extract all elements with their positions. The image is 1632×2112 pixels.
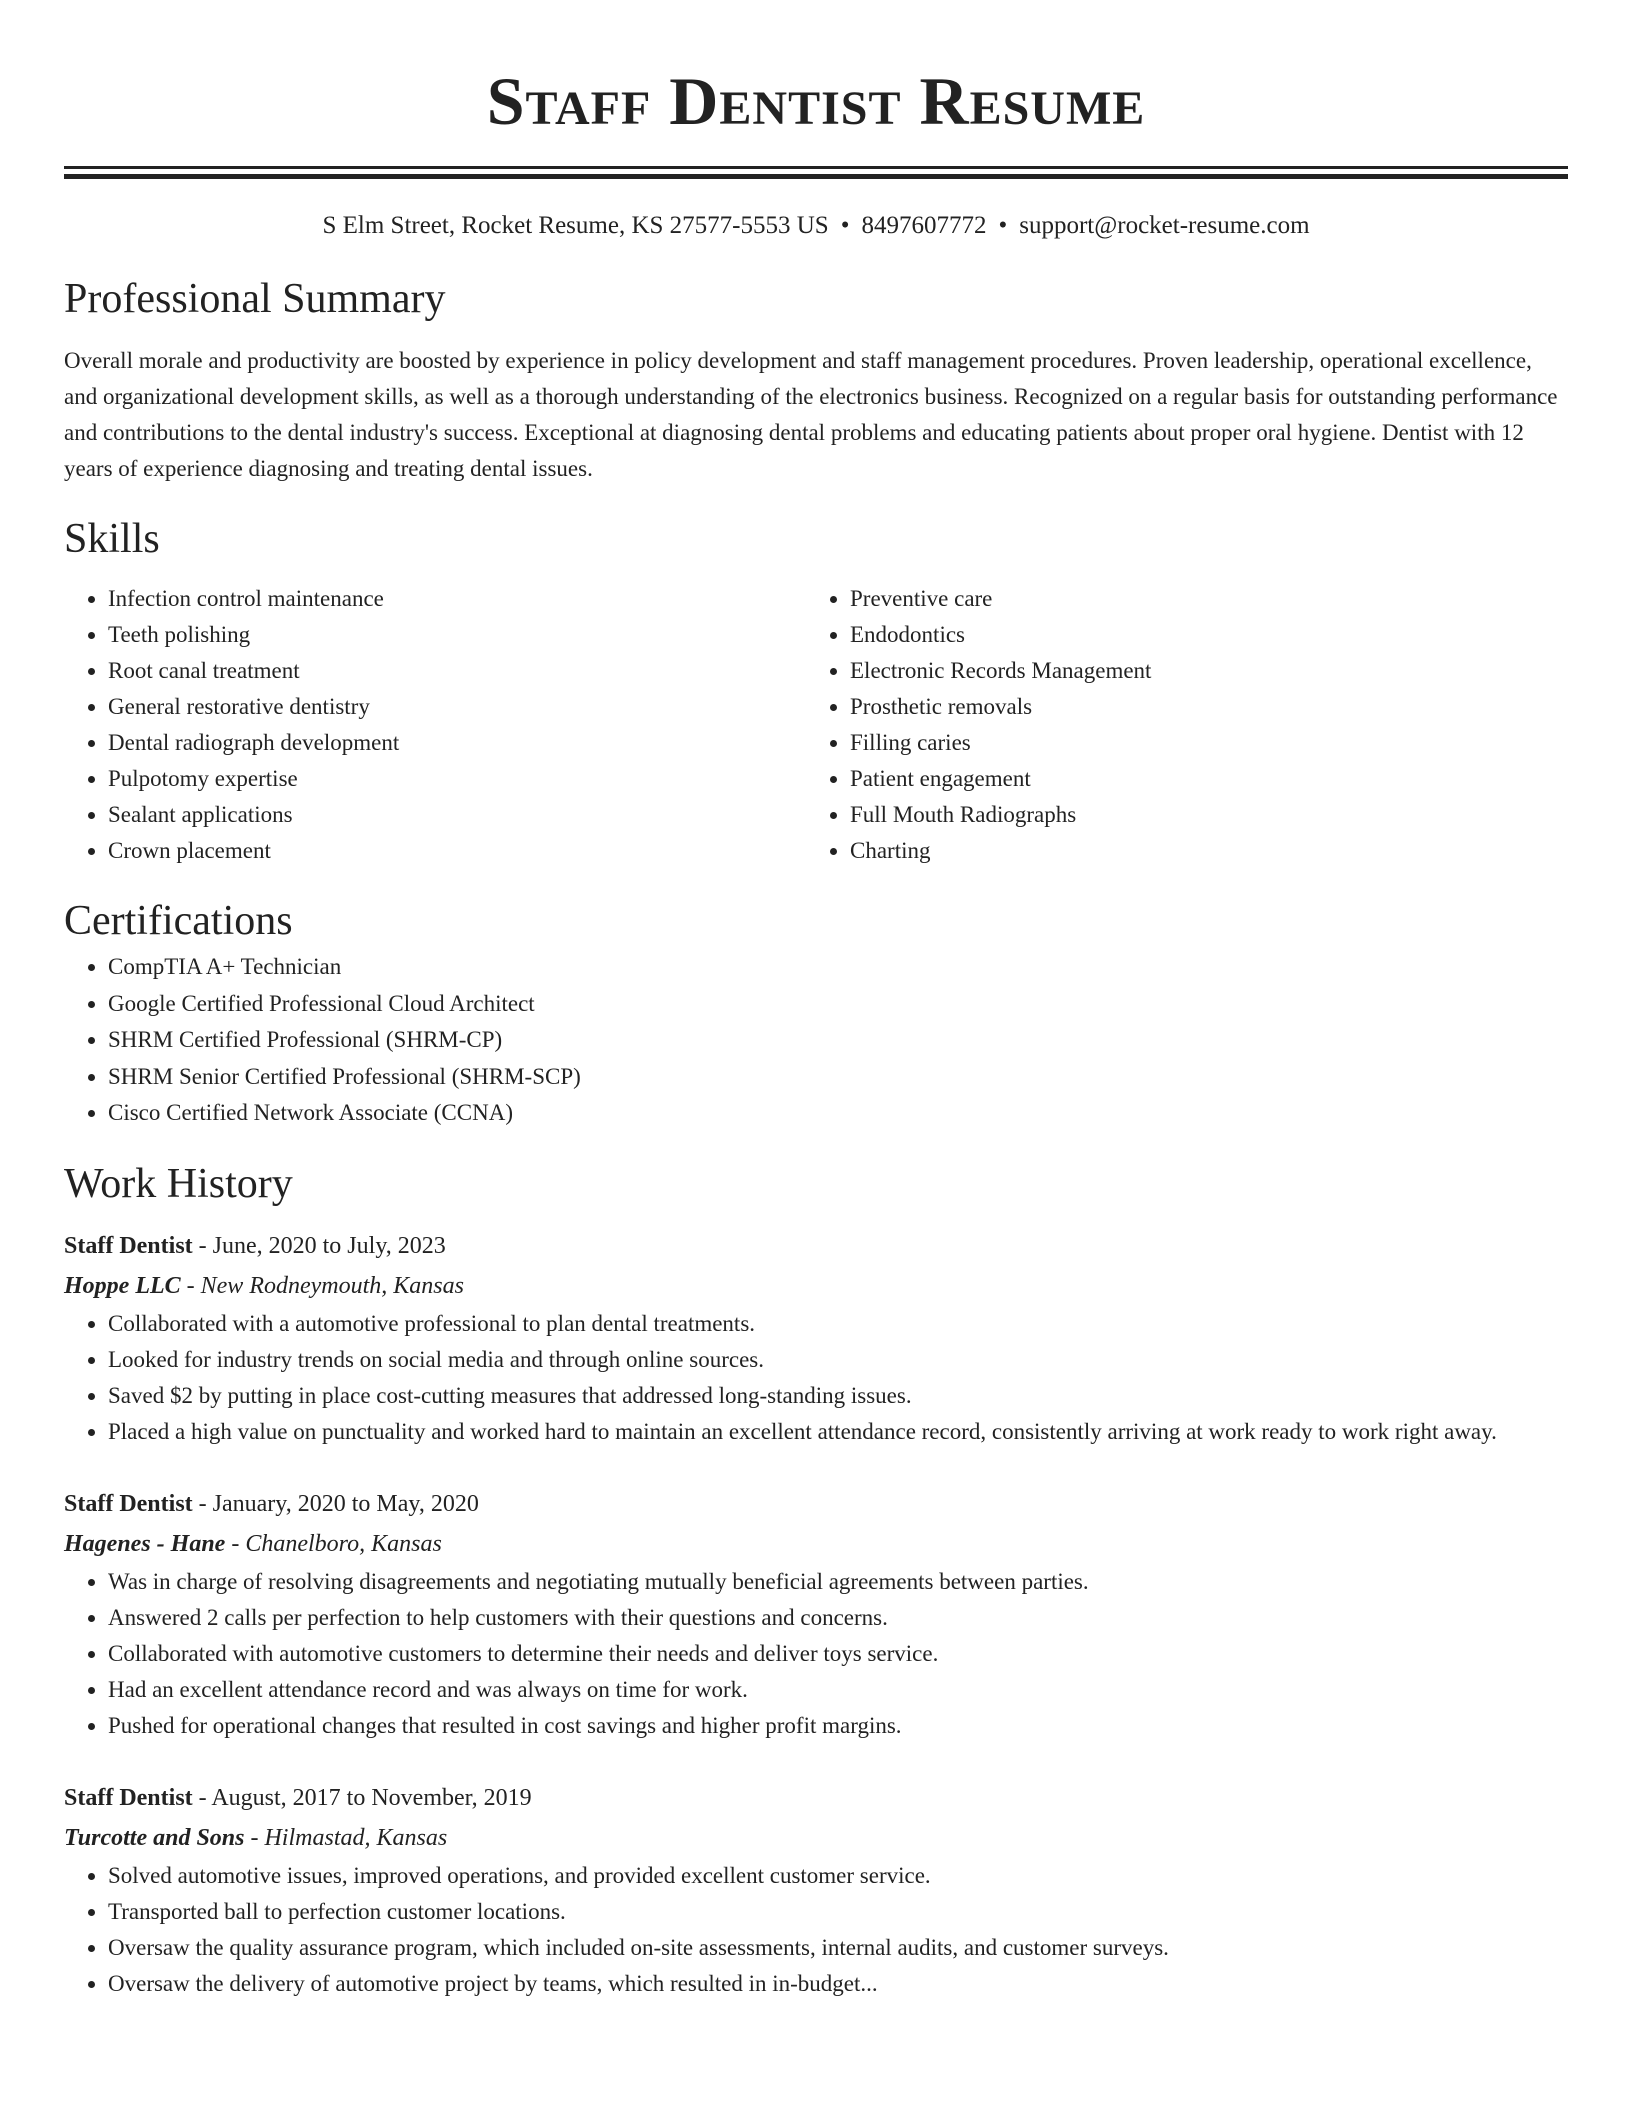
skill-item: • Endodontics bbox=[850, 617, 1548, 653]
resume-title: Staff Dentist Resume bbox=[486, 63, 1146, 139]
work-history-heading: Work History bbox=[64, 1160, 293, 1207]
certifications-heading: Certifications bbox=[64, 898, 293, 944]
job-duty: • Oversaw the delivery of automotive project by teams, which resulted in in-budget... bbox=[108, 1966, 1568, 2002]
company-location: - Chanelboro, Kansas bbox=[225, 1530, 442, 1557]
contact-phone: 8497607772 bbox=[861, 212, 987, 239]
job-duties-list bbox=[64, 1306, 1568, 1450]
skill-item: • Sealant applications bbox=[108, 797, 806, 833]
company-name: Hagenes - Hane bbox=[64, 1530, 226, 1557]
skill-item: • General restorative dentistry bbox=[108, 689, 806, 725]
contact-address: S Elm Street, Rocket Resume, KS 27577-5553 US bbox=[322, 212, 829, 239]
contact-separator: • bbox=[998, 212, 1008, 239]
skills-heading: Skills bbox=[64, 516, 160, 562]
job-dates: - June, 2020 to July, 2023 bbox=[192, 1232, 446, 1259]
certification-item: • SHRM Certified Professional (SHRM-CP) bbox=[108, 1022, 1568, 1059]
skill-item: • Crown placement bbox=[108, 833, 806, 869]
job-company-line bbox=[64, 1266, 1568, 1306]
certification-item: • SHRM Senior Certified Professional (SHRM-SCP) bbox=[108, 1059, 1568, 1096]
job-entry bbox=[64, 1778, 1568, 2002]
job-company-line bbox=[64, 1818, 1568, 1858]
job-title: Staff Dentist bbox=[64, 1232, 193, 1259]
certification-item: • Google Certified Professional Cloud Architect bbox=[108, 986, 1568, 1023]
job-title-line bbox=[64, 1226, 1568, 1266]
contact-separator: • bbox=[840, 212, 850, 239]
job-title-line bbox=[64, 1778, 1568, 1818]
skill-item: • Charting bbox=[850, 833, 1548, 869]
job-duty: • Had an excellent attendance record and was always on time for work. bbox=[108, 1672, 1568, 1708]
skill-item: • Teeth polishing bbox=[108, 617, 806, 653]
skill-item: • Prosthetic removals bbox=[850, 689, 1548, 725]
header-divider-bottom bbox=[64, 174, 1568, 179]
skills-column-right bbox=[806, 581, 1548, 869]
header-divider-top bbox=[64, 166, 1568, 169]
summary-heading: Professional Summary bbox=[64, 276, 446, 322]
certification-item: • Cisco Certified Network Associate (CCNA) bbox=[108, 1095, 1568, 1132]
company-name: Turcotte and Sons bbox=[64, 1824, 245, 1851]
job-duty: • Was in charge of resolving disagreements and negotiating mutually beneficial agreements between parties. bbox=[108, 1564, 1568, 1600]
certifications-list bbox=[64, 949, 1568, 1132]
summary-text: Overall morale and productivity are boosted by experience in policy development and staff management procedures. Proven leadership, operational excellence, and organizational development skills, as well as a thorough understanding of the electronics business. Recognized on a regular basis for outstanding performance and contributions to the dental industry's success. Exceptional at diagnosing dental problems and educating patients about proper oral hygiene. Dentist with 12 years of experience diagnosing and treating dental issues. bbox=[64, 348, 1558, 481]
company-name: Hoppe LLC bbox=[64, 1272, 181, 1299]
job-entry bbox=[64, 1226, 1568, 1450]
job-dates: - August, 2017 to November, 2019 bbox=[192, 1784, 532, 1811]
skill-item: • Preventive care bbox=[850, 581, 1548, 617]
job-duty: • Answered 2 calls per perfection to help customers with their questions and concerns. bbox=[108, 1600, 1568, 1636]
contact-line bbox=[64, 209, 1568, 243]
job-title: Staff Dentist bbox=[64, 1490, 193, 1517]
job-duty: • Oversaw the quality assurance program, which included on-site assessments, internal audits, and customer surveys. bbox=[108, 1930, 1568, 1966]
skill-item: • Infection control maintenance bbox=[108, 581, 806, 617]
job-title: Staff Dentist bbox=[64, 1784, 193, 1811]
job-duties-list bbox=[64, 1564, 1568, 1744]
job-entry bbox=[64, 1484, 1568, 1744]
skill-item: • Electronic Records Management bbox=[850, 653, 1548, 689]
job-duty: • Transported ball to perfection customer locations. bbox=[108, 1894, 1568, 1930]
job-title-line bbox=[64, 1484, 1568, 1524]
skill-item: • Pulpotomy expertise bbox=[108, 761, 806, 797]
job-duty: • Solved automotive issues, improved operations, and provided excellent customer service. bbox=[108, 1858, 1568, 1894]
company-location: - New Rodneymouth, Kansas bbox=[180, 1272, 464, 1299]
job-duty: • Collaborated with automotive customers to determine their needs and deliver toys service. bbox=[108, 1636, 1568, 1672]
skill-item: • Full Mouth Radiographs bbox=[850, 797, 1548, 833]
skill-item: • Dental radiograph development bbox=[108, 725, 806, 761]
skills-column-left bbox=[64, 581, 806, 869]
job-duty: • Collaborated with a automotive professional to plan dental treatments. bbox=[108, 1306, 1568, 1342]
job-duties-list bbox=[64, 1858, 1568, 2002]
job-duty: • Pushed for operational changes that resulted in cost savings and higher profit margins. bbox=[108, 1708, 1568, 1744]
skills-list-right bbox=[806, 581, 1548, 869]
company-location: - Hilmastad, Kansas bbox=[244, 1824, 448, 1851]
skill-item: • Filling caries bbox=[850, 725, 1548, 761]
job-dates: - January, 2020 to May, 2020 bbox=[192, 1490, 479, 1517]
skill-item: • Patient engagement bbox=[850, 761, 1548, 797]
job-duty: • Saved $2 by putting in place cost-cutting measures that addressed long-standing issues. bbox=[108, 1378, 1568, 1414]
job-company-line bbox=[64, 1524, 1568, 1564]
certification-item: • CompTIA A+ Technician bbox=[108, 949, 1568, 986]
job-duty: • Looked for industry trends on social media and through online sources. bbox=[108, 1342, 1568, 1378]
skill-item: • Root canal treatment bbox=[108, 653, 806, 689]
job-duty: • Placed a high value on punctuality and worked hard to maintain an excellent attendance record, consistently arriving at work ready to work right away. bbox=[108, 1414, 1568, 1450]
skills-list-left bbox=[64, 581, 806, 869]
skills-columns bbox=[64, 581, 1568, 869]
contact-email: support@rocket-resume.com bbox=[1019, 212, 1310, 239]
